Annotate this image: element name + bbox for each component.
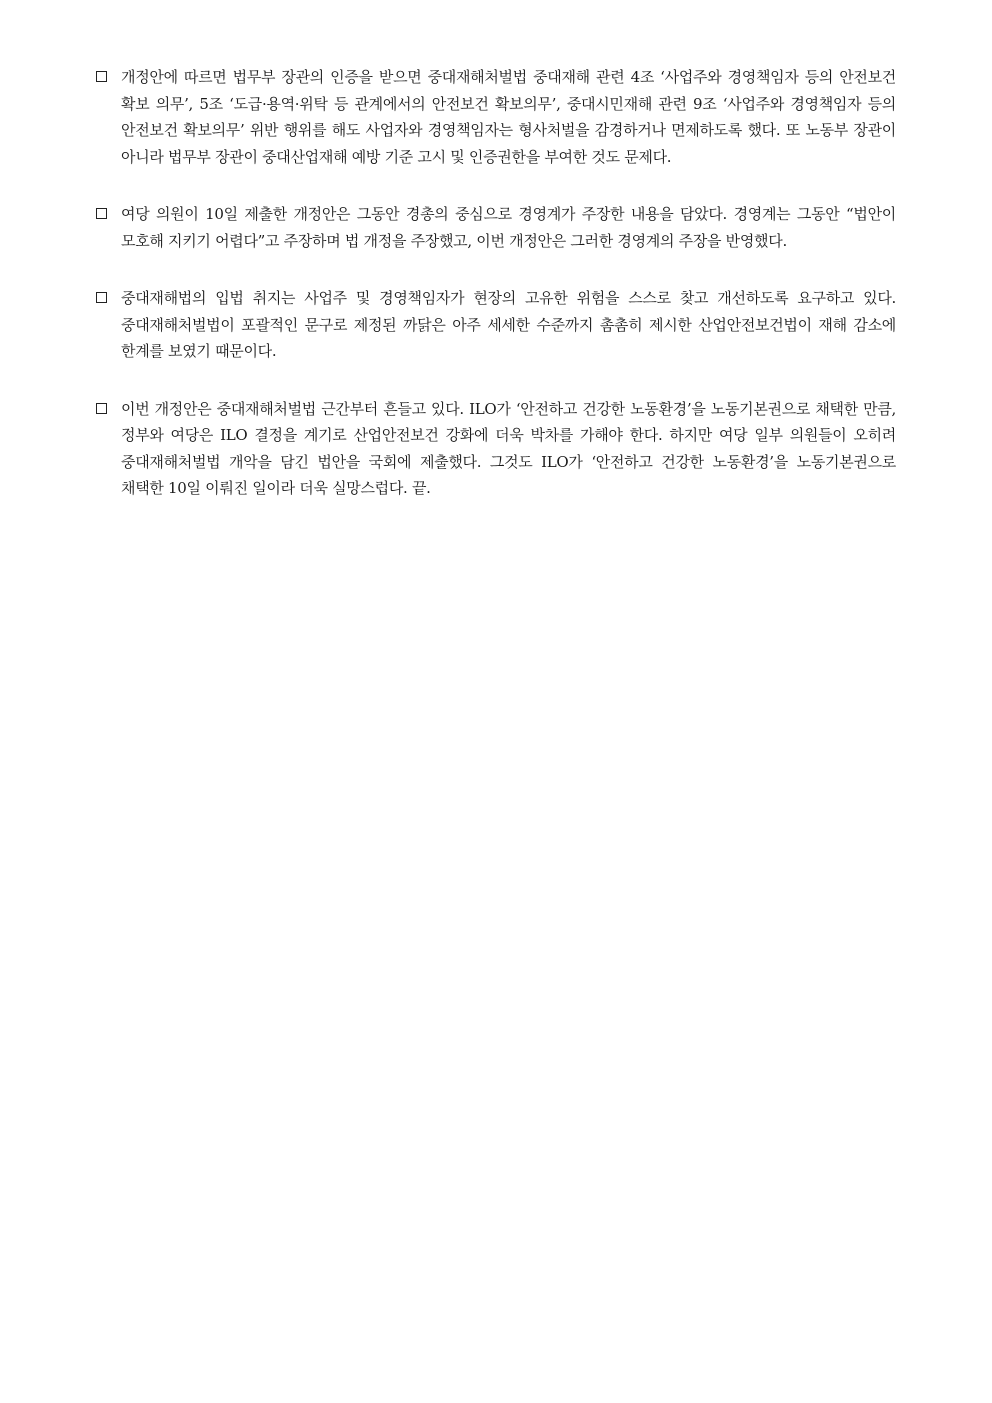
paragraph-text: 여당 의원이 10일 제출한 개정안은 그동안 경총의 중심으로 경영계가 주장한 내용을 담았다. 경영계는 그동안 “법안이 모호해 지키기 어렵다”고 주장하며 법 개정을 주장했고, 이번 개정안은 그러한 경영계의 주장을 반영했다. [121, 205, 896, 250]
bullet-paragraph-legislative-intent [96, 285, 896, 365]
paragraph-text: 중대재해법의 입법 취지는 사업주 및 경영책임자가 현장의 고유한 위험을 스스로 찾고 개선하도록 요구하고 있다. 중대재해처벌법이 포괄적인 문구로 제정된 까닭은 아주 세세한 수준까지 촘촘히 제시한 산업안전보건법이 재해 감소에 한계를 보였기 때문이다. [121, 289, 896, 360]
empty-square-icon [96, 71, 107, 82]
paragraph-text: 이번 개정안은 중대재해처벌법 근간부터 흔들고 있다. ILO가 ‘안전하고 건강한 노동환경’을 노동기본권으로 채택한 만큼, 정부와 여당은 ILO 결정을 계기로 산업안전보건 강화에 더욱 박차를 가해야 한다. 하지만 여당 일부 의원들이 오히려 중대재해처벌법 개악을 담긴 법안을 국회에 제출했다. 그것도 ILO가 ‘안전하고 건강한 노동환경’을 노동기본권으로 채택한 10일 이뤄진 일이라 더욱 실망스럽다. 끝. [121, 399, 896, 497]
paragraph-text: 개정안에 따르면 법무부 장관의 인증을 받으면 중대재해처벌법 중대재해 관련 4조 ‘사업주와 경영책임자 등의 안전보건 확보 의무’, 5조 ‘도급·용역·위탁 등 관계에서의 안전보건 확보의무’, 중대시민재해 관련 9조 ‘사업주와 경영책임자 등의 안전보건 확보의무’ 위반 행위를 해도 사업자와 경영책임자는 형사처벌을 감경하거나 면제하도록 했다. 또 노동부 장관이 아니라 법무부 장관이 중대산업재해 예방 기준 고시 및 인증권한을 부여한 것도 문제다. [121, 68, 896, 166]
bullet-paragraph-ilo-conclusion [96, 396, 896, 502]
empty-square-icon [96, 208, 107, 219]
document-body [96, 64, 896, 533]
empty-square-icon [96, 292, 107, 303]
bullet-paragraph-ruling-party-bill [96, 201, 896, 254]
bullet-paragraph-amendment-details [96, 64, 896, 170]
empty-square-icon [96, 403, 107, 414]
